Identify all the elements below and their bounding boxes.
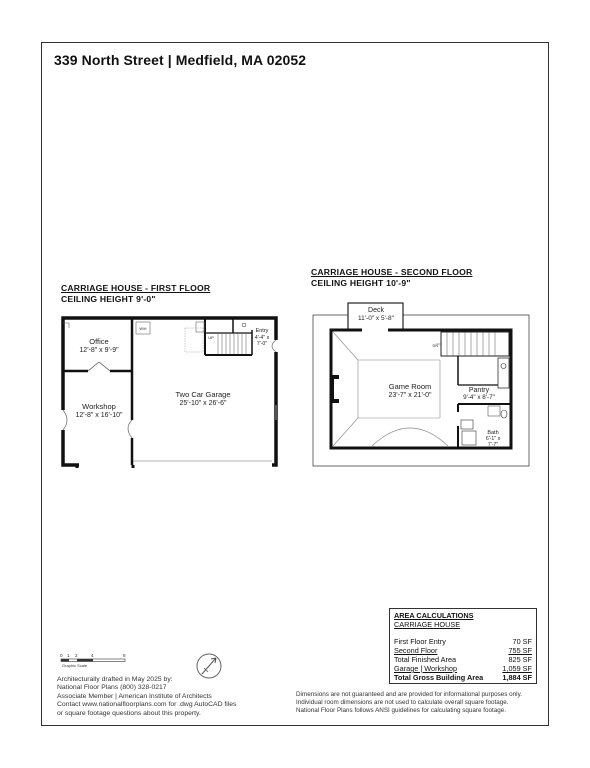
graphic-scale-label: Graphic Scale [62,663,88,668]
second-floor-title: CARRIAGE HOUSE - SECOND FLOOR [311,267,473,277]
entry-room-dimensions: 4'-4" x [254,335,270,341]
game-room-name: Game Room [388,382,432,391]
deck-dimensions: 11'-0" x 5'-8" [358,315,394,322]
garage-room-dimensions: 25'-10" x 26'-6" [179,400,227,407]
bath-name: Bath [487,430,499,436]
area-row-total-gross: Total Gross Building Area 1,884 SF [394,673,532,682]
area-row-garage-workshop: Garage | Workshop 1,059 SF [394,664,532,673]
workshop-room-dimensions: 12'-8" x 16'-10" [75,412,123,419]
drafting-credits [57,676,287,718]
game-room-dimensions: 23'-7" x 21'-0" [388,392,432,399]
office-room-dimensions: 12'-8" x 9'-9" [79,347,119,354]
second-floor-ceiling-height: CEILING HEIGHT 10'-9" [311,278,411,288]
entry-room-dimensions-2: 7'-0" [256,341,268,347]
second-floor-stair [441,332,509,356]
scale-tick-8: 8 [123,653,126,658]
credit-line-5: or square footage questions about this property. [57,709,201,717]
scale-tick-2: 2 [75,653,78,658]
bath-vanity [461,420,473,429]
first-floor-title: CARRIAGE HOUSE - FIRST FLOOR [61,283,211,293]
first-floor-ceiling-height: CEILING HEIGHT 9'-0" [61,294,156,304]
entry-room-name: Entry [255,328,269,334]
area-calculations-table [389,608,537,684]
stair-up-label: UP [208,335,214,340]
pantry-counter [498,358,509,388]
credit-line-1: Architecturally drafted in May 2025 by: [57,676,173,683]
area-calculations-subheading: CARRIAGE HOUSE [394,620,461,629]
scale-tick-4: 4 [91,653,94,658]
bath-dimensions-2: 7'-7" [487,442,499,448]
stair-down-label: DN [432,344,438,348]
graphic-scale-bar [61,659,125,662]
disclaimer-line-2: Individual room dimensions are not used to calculate overall square footage. [296,699,509,707]
pantry-dimensions: 9'-4" x 8'-7" [463,394,495,401]
scale-tick-1: 1 [67,653,70,658]
scale-tick-0: 0 [60,653,63,658]
bath-toilet-icon [501,410,507,418]
disclaimer-line-1: Dimensions are not guaranteed and are provided for informational purposes only. [296,691,523,698]
north-arrow-icon [197,654,221,678]
credit-line-4: Contact www.nationalfloorplans.com for .dwg AutoCAD files [57,701,237,709]
area-row-first-floor-entry: First Floor Entry 70 SF [394,637,532,646]
dimensions-disclaimer [296,691,556,716]
credit-line-3: Associate Member | American Institute of Architects [57,692,212,700]
first-floor-stair [218,334,246,354]
deck-name: Deck [368,307,384,314]
water-heater-label: W/H [139,327,147,331]
area-row-total-finished: Total Finished Area 825 SF [394,655,532,664]
bath-dimensions: 6'-1" x [485,436,501,442]
pantry-sink-icon [501,364,506,369]
area-calculations-heading: AREA CALCULATIONS [394,611,474,620]
area-row-second-floor: Second Floor 755 SF [394,646,532,655]
closet-label: Cl [241,323,247,329]
credit-line-2: National Floor Plans (800) 328-0217 [57,684,167,692]
office-room-name: Office [89,337,109,346]
bath-shower [462,431,476,445]
property-address: 339 North Street | Medfield, MA 02052 [54,52,307,68]
pantry-name: Pantry [468,387,490,394]
workshop-room-name: Workshop [82,402,116,411]
disclaimer-line-3: National Floor Plans follows ANSI guidelines for calculating square footage. [296,707,507,715]
garage-room-name: Two Car Garage [175,390,231,399]
